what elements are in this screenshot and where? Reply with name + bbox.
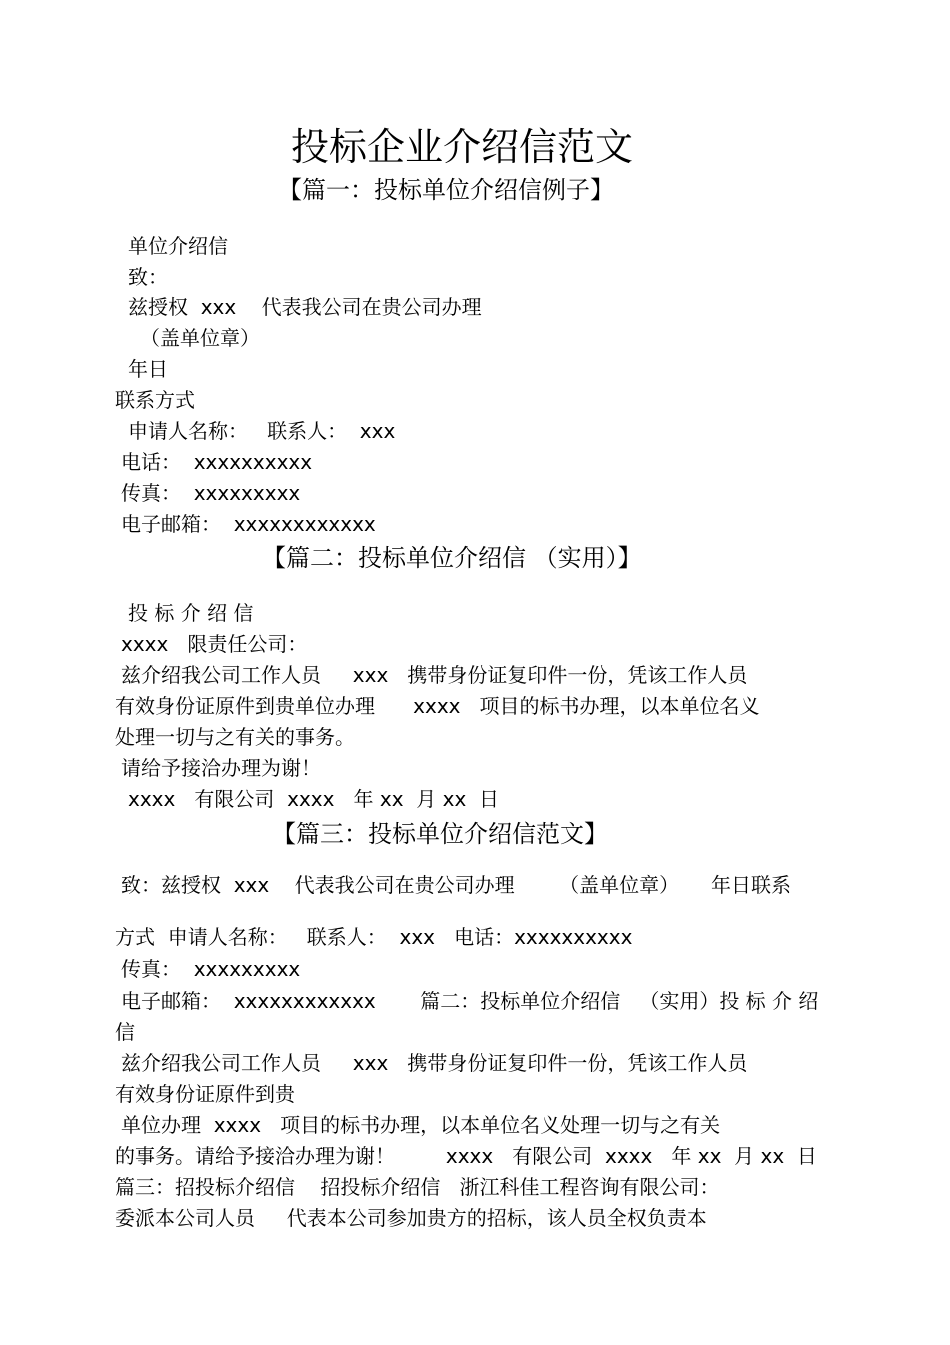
section-1-heading: 【篇一：投标单位介绍信例子】 [278,176,614,204]
document-title: 投标企业介绍信范文 [290,125,633,169]
s2-line-letter-title: 投 标 介 绍 信 [128,601,254,625]
s2-line-signature: xxxx 有限公司 xxxx 年 xx 月 xx 日 [128,787,500,811]
s2-line-body-3: 处理一切与之有关的事务。 [115,725,355,749]
s3-line-4: 电子邮箱： xxxxxxxxxxxx 篇二：投标单位介绍信 （实用）投 标 介 绍 [121,989,819,1013]
s1-line-date: 年日 [128,357,168,381]
s3-line-2: 方式 申请人名称： 联系人： xxx 电话：xxxxxxxxxx [115,925,633,949]
section-2-heading: 【篇二：投标单位介绍信 （实用）】 [262,544,642,572]
s3-line-11: 委派本公司人员 代表本公司参加贵方的招标，该人员全权负责本 [115,1206,707,1230]
s1-line-seal: （盖单位章） [140,326,260,350]
s3-line-3: 传真： xxxxxxxxx [121,957,301,981]
s2-line-body-1: 兹介绍我公司工作人员 xxx 携带身份证复印件一份，凭该工作人员 [121,663,748,687]
s1-line-applicant: 申请人名称： 联系人： xxx [128,419,396,443]
s3-line-9: 的事务。请给予接洽办理为谢！ xxxx 有限公司 xxxx 年 xx 月 xx 日 [115,1144,817,1168]
s3-line-10: 篇三：招投标介绍信 招投标介绍信 浙江科佳工程咨询有限公司： [115,1175,720,1199]
s1-line-email: 电子邮箱： xxxxxxxxxxxx [121,512,376,536]
s3-line-8: 单位办理 xxxx 项目的标书办理，以本单位名义处理一切与之有关 [121,1113,721,1137]
s2-line-closing: 请给予接洽办理为谢！ [121,756,321,780]
s1-line-letter-title: 单位介绍信 [128,234,228,258]
s1-line-fax: 传真： xxxxxxxxx [121,481,301,505]
s3-line-6: 兹介绍我公司工作人员 xxx 携带身份证复印件一份，凭该工作人员 [121,1051,748,1075]
s1-line-phone: 电话： xxxxxxxxxx [121,450,313,474]
s1-line-to: 致： [128,265,168,289]
s1-line-authorize: 兹授权 xxx 代表我公司在贵公司办理 [128,295,482,319]
s3-line-5: 信 [115,1020,135,1044]
s2-line-addressee: xxxx 限责任公司： [121,632,308,656]
s3-line-7: 有效身份证原件到贵 [115,1082,295,1106]
s3-line-1: 致：兹授权 xxx 代表我公司在贵公司办理 （盖单位章） 年日联系 [121,873,791,897]
s2-line-body-2: 有效身份证原件到贵单位办理 xxxx 项目的标书办理，以本单位名义 [115,694,760,718]
section-3-heading: 【篇三：投标单位介绍信范文】 [272,820,608,848]
s1-line-contact-label: 联系方式 [115,388,195,412]
